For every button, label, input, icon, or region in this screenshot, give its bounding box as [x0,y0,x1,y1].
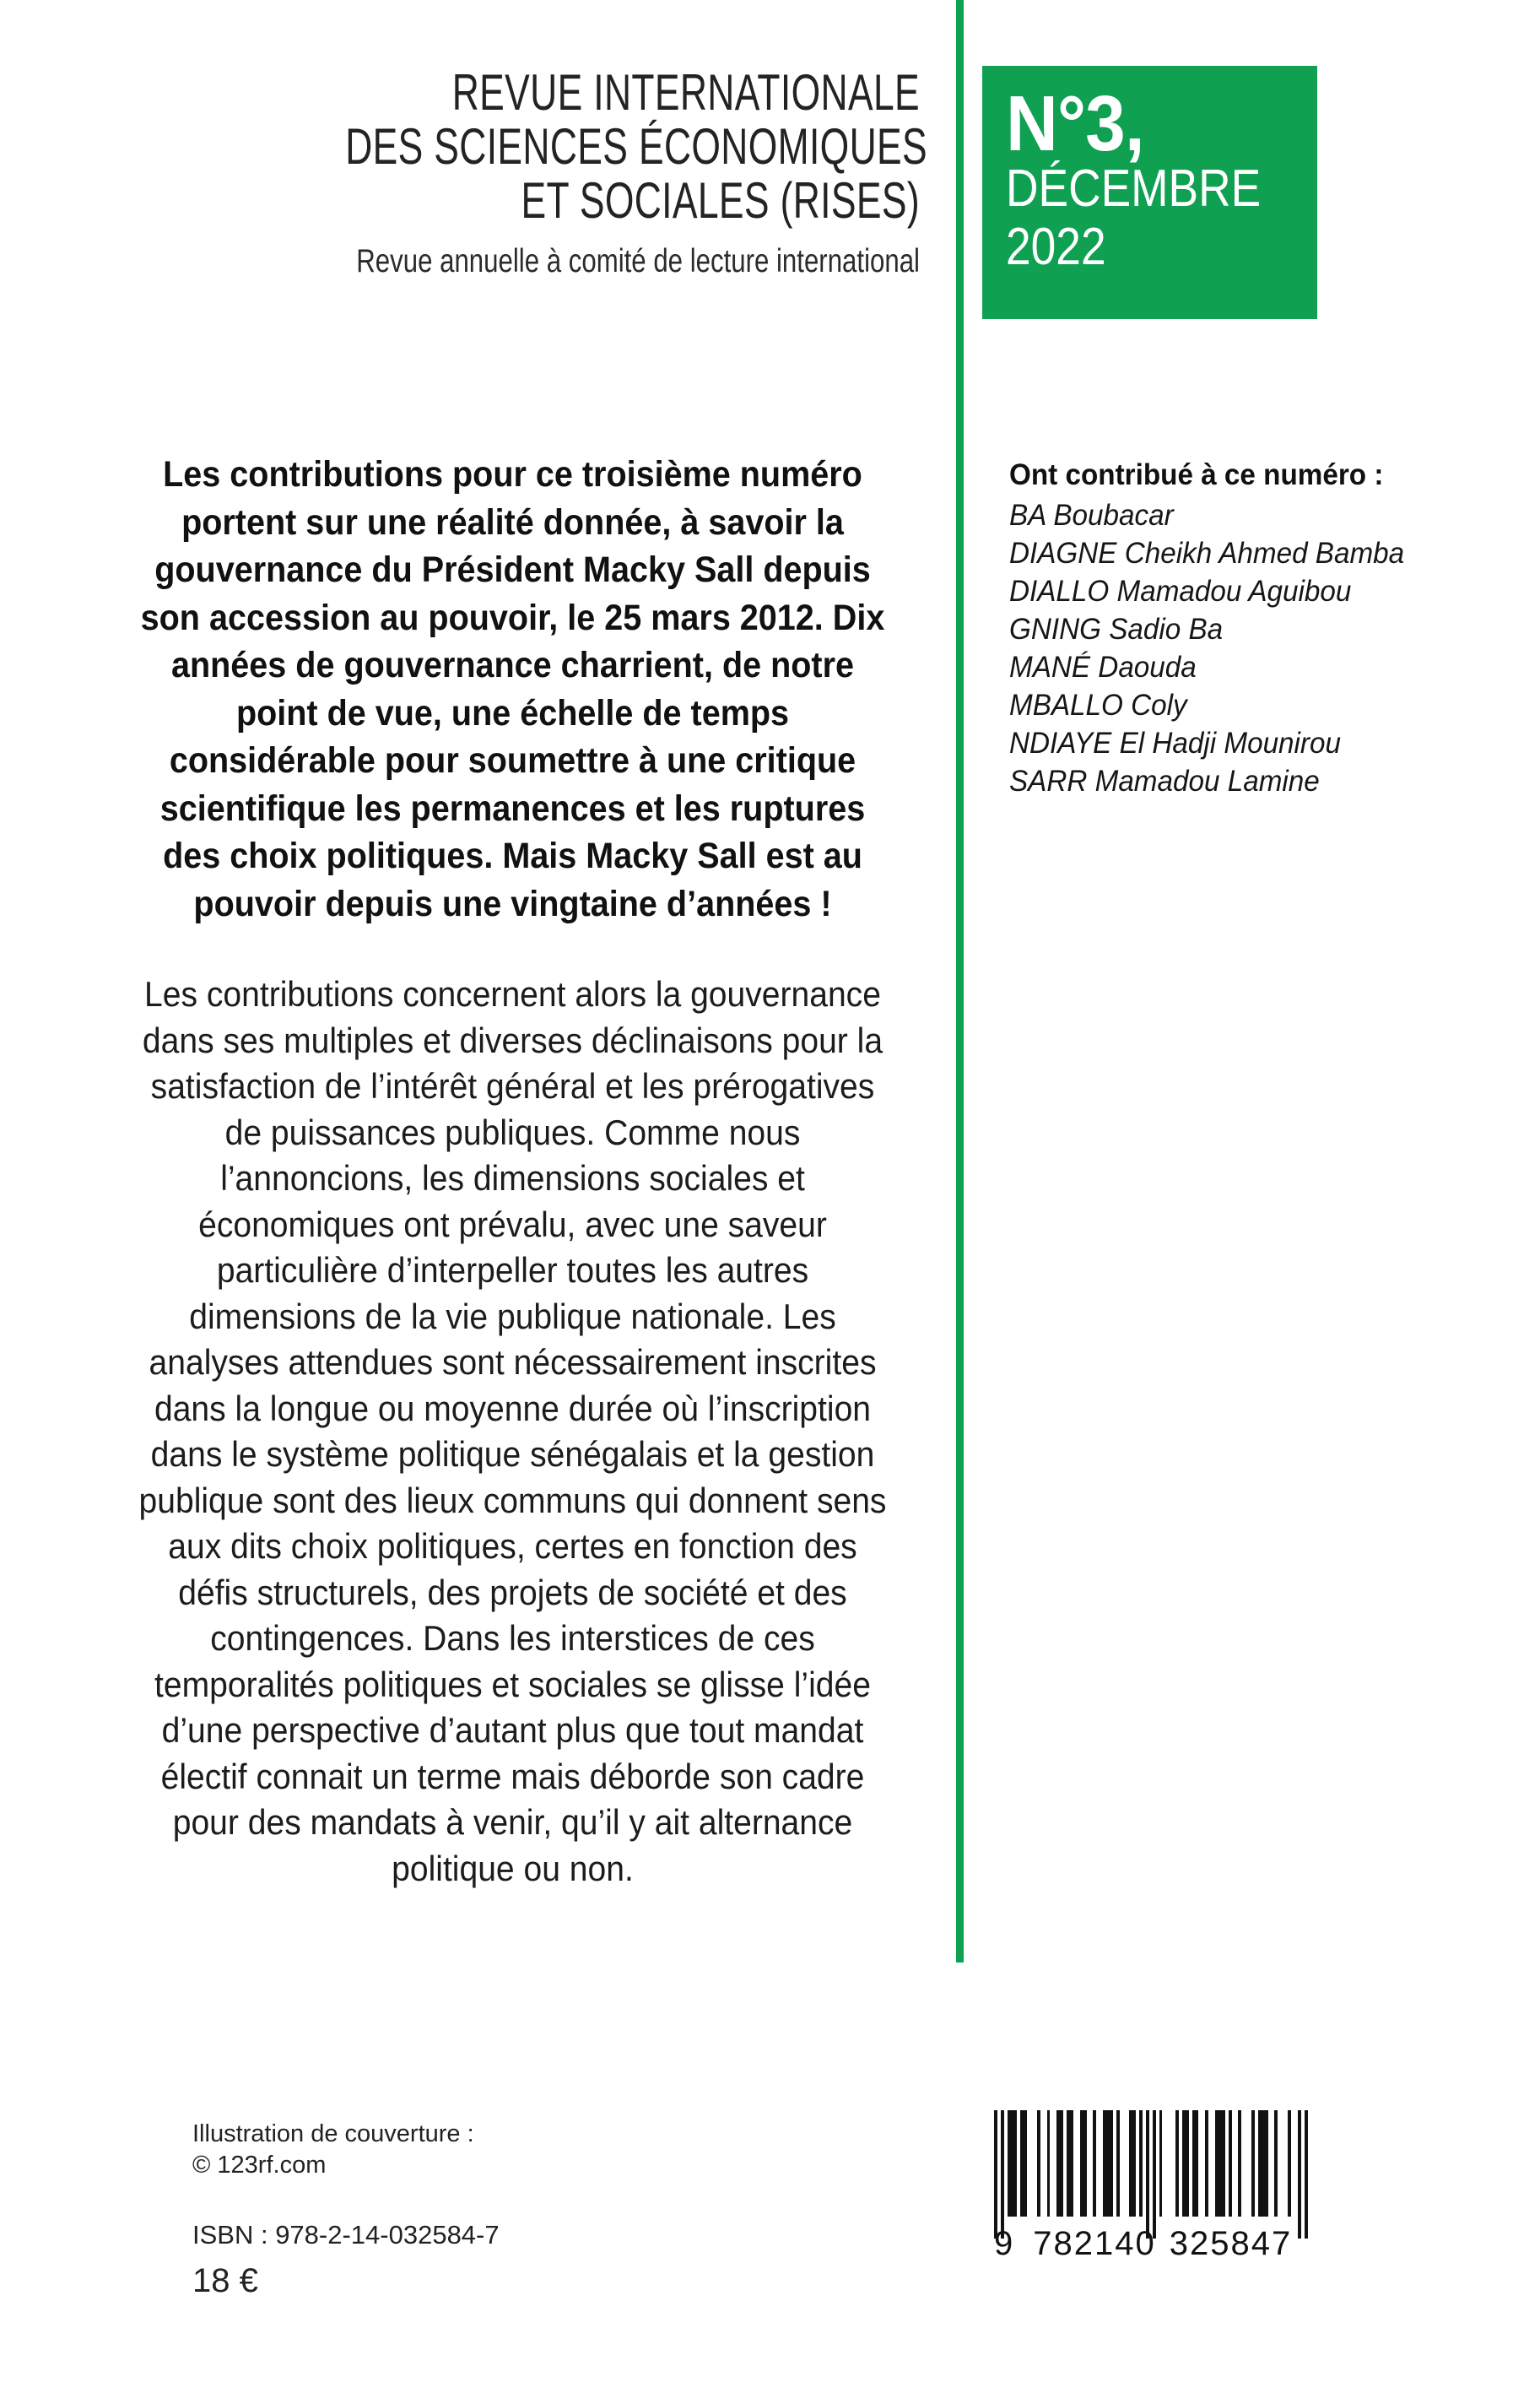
barcode-bar [1103,2110,1113,2217]
journal-title-line-3: ET SOCIALES (RISES) [521,172,920,229]
barcode-bar [1268,2110,1275,2217]
barcode-bars [994,2110,1308,2239]
issue-badge [982,66,1317,319]
barcode-bar [1067,2110,1073,2217]
journal-title-line-1: REVUE INTERNATIONALE [451,64,920,121]
barcode-bar [1278,2110,1288,2217]
barcode-bar [1241,2110,1251,2217]
journal-subtitle: Revue annuelle à comité de lecture international [356,243,920,279]
barcode-bar [1008,2110,1018,2217]
price-text: 18 € [192,2262,258,2299]
barcode-bar [1182,2110,1189,2217]
barcode-bar [1073,2110,1080,2217]
journal-title-line-2: DES SCIENCES ÉCONOMIQUES [345,118,927,175]
contributor-item: BA Boubacar [1009,499,1174,532]
issue-month: DÉCEMBRE [1006,160,1262,218]
barcode-bar [1129,2110,1136,2217]
barcode-bar [1305,2110,1308,2239]
contributors-heading: Ont contribué à ce numéro : [1009,458,1384,491]
barcode-left-group: 782140 [1033,2225,1156,2262]
contributor-item: MBALLO Coly [1009,689,1187,722]
vertical-divider-rule [956,0,964,1963]
contributors-list [1009,496,1482,800]
contributor-item: DIAGNE Cheikh Ahmed Bamba [1009,537,1405,570]
cover-illustration-label: Illustration de couverture : [192,2120,474,2147]
barcode-bar [1087,2110,1094,2217]
issue-number: N°3, [1006,79,1144,167]
barcode-bar [1258,2110,1268,2217]
barcode-bar [1120,2110,1130,2217]
barcode-bar [1040,2110,1047,2217]
contributor-item: DIALLO Mamadou Aguibou [1009,575,1352,608]
barcode-right-group: 325847 [1169,2225,1293,2262]
contributor-item: NDIAYE El Hadji Mounirou [1009,727,1342,760]
barcode-bar [1027,2110,1037,2217]
barcode-bar [1080,2110,1087,2217]
barcode-bar [1162,2110,1175,2217]
barcode-bar [1215,2110,1225,2217]
isbn-text: ISBN : 978-2-14-032584-7 [192,2220,500,2250]
barcode-bar [1050,2110,1056,2217]
contributor-item: MANÉ Daouda [1009,651,1197,684]
barcode-digits [994,2225,1308,2263]
contributor-item: SARR Mamadou Lamine [1009,765,1320,798]
barcode-bar [1208,2110,1215,2217]
blurb-body-paragraph: Les contributions concernent alors la gouvernance dans ses multiples et diverses déclinaisons pour la satisfaction de l’intérêt général et les prérogatives de puissances publiques. Comme nous l’annoncions, les dimensions sociales et économiques ont prévalu, avec une saveur particulière d’interpeller toutes les autres dimensions de la vie publique nationale. Les analyses attendues sont nécessairement inscrites dans la longue ou moyenne durée où l’inscription dans le système politique sénégalais et la gestion publique sont des lieux communs qui donnent sens aux dits choix politiques, certes en fonction des défis structurels, des projets de société et des contingences. Dans les interstices de ces temporalités politiques et sociales se glisse l’idée d’une perspective d’autant plus que tout mandat électif connait un terme mais déborde son cadre pour des mandats à venir, qu’il y ait alternance politique ou non. [138,974,887,1888]
barcode-bar [1232,2110,1239,2217]
contributor-item: GNING Sadio Ba [1009,613,1224,646]
barcode-bar [1056,2110,1063,2217]
footer-credits [192,2119,716,2301]
barcode-bar [1096,2110,1103,2217]
contributors-column [1009,456,1482,800]
cover-illustration-credit: © 123rf.com [192,2152,327,2179]
ean13-barcode [994,2110,1308,2263]
blurb-column [101,451,924,1892]
issue-year: 2022 [1006,218,1106,276]
barcode-bar [1198,2110,1205,2217]
blurb-lede-paragraph: Les contributions pour ce troisième numéro portent sur une réalité donnée, à savoir la gouvernance du Président Macky Sall depuis son accession au pouvoir, le 25 mars 2012. Dix années de gouvernance charrient, de notre point de vue, une échelle de temps considérable pour soumettre à une critique scientifique les permanences et les ruptures des choix politiques. Mais Macky Sall est au pouvoir depuis une vingtaine d’années ! [140,454,885,924]
journal-masthead [143,64,927,282]
barcode-bar [1020,2110,1027,2217]
barcode-lead-digit: 9 [994,2225,1015,2262]
barcode-bar [1192,2110,1199,2217]
barcode-bar [1291,2110,1298,2217]
